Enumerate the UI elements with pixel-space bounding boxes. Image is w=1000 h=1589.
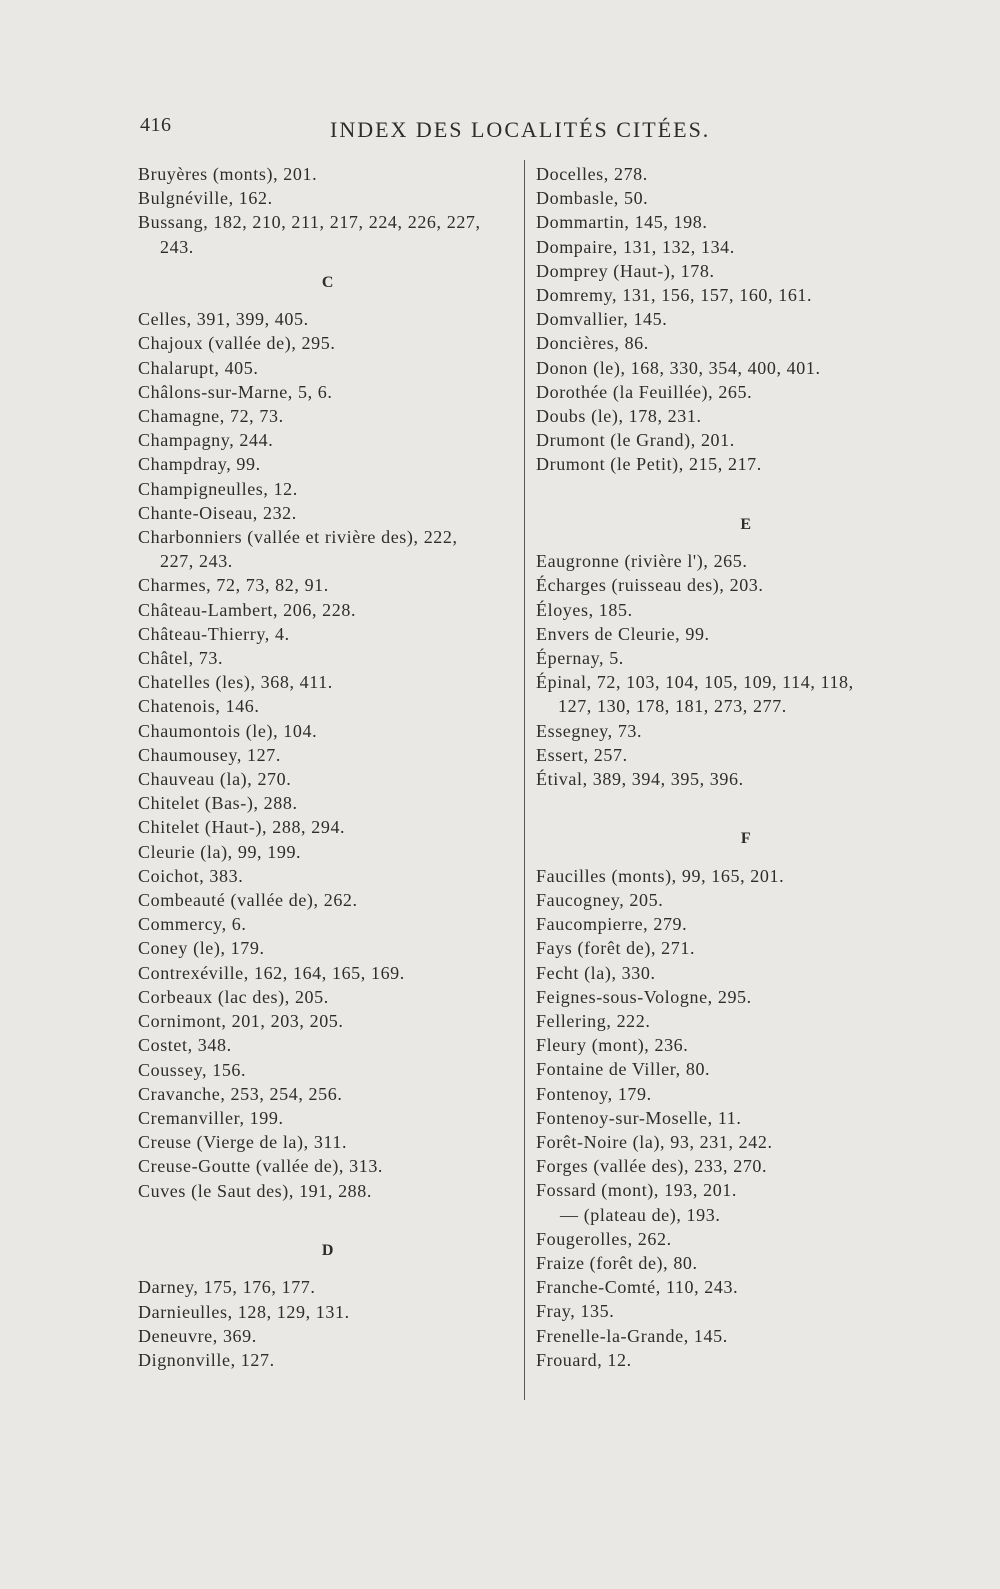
index-entry: Étival, 389, 394, 395, 396. xyxy=(536,769,744,790)
index-entry: Coussey, 156. xyxy=(138,1059,247,1080)
index-entry: Fontenoy, 179. xyxy=(536,1083,652,1104)
index-entry: Docelles, 278. xyxy=(536,164,648,184)
index-entry: Contrexéville, 162, 164, 165, 169. xyxy=(138,962,405,983)
index-entry: Drumont (le Grand), 201. xyxy=(536,430,735,451)
index-entry: Chitelet (Bas-), 288. xyxy=(138,793,298,814)
index-entry: Bulgnéville, 162. xyxy=(138,188,273,209)
index-entry: Eaugronne (rivière l'), 265. xyxy=(536,551,748,572)
index-entry: Dompaire, 131, 132, 134. xyxy=(536,236,735,257)
index-entry: Dorothée (la Feuillée), 265. xyxy=(536,381,753,402)
right-column xyxy=(536,162,956,1372)
index-entry: Essegney, 73. xyxy=(536,720,643,741)
index-entry: Chalarupt, 405. xyxy=(138,357,259,378)
index-entry: Doubs (le), 178, 231. xyxy=(536,406,702,427)
index-entry: Épinal, 72, 103, 104, 105, 109, 114, 118, xyxy=(536,672,854,693)
index-entry: Fossard (mont), 193, 201. xyxy=(536,1180,737,1201)
index-entry: Domprey (Haut-), 178. xyxy=(536,260,715,281)
index-entry-continuation: 227, 243. xyxy=(160,551,233,572)
index-entry: Donon (le), 168, 330, 354, 400, 401. xyxy=(536,357,821,378)
left-column xyxy=(138,162,518,1372)
index-entry: Cremanviller, 199. xyxy=(138,1107,284,1128)
index-entry-continuation: 243. xyxy=(160,236,194,257)
index-entry: Coichot, 383. xyxy=(138,865,244,886)
index-entry: Chajoux (vallée de), 295. xyxy=(138,333,336,354)
running-title: INDEX DES LOCALITÉS CITÉES. xyxy=(330,117,711,142)
index-entry: Chitelet (Haut-), 288, 294. xyxy=(138,817,346,838)
index-entry: Chatelles (les), 368, 411. xyxy=(138,672,333,693)
index-entry: Bussang, 182, 210, 211, 217, 224, 226, 227, xyxy=(138,212,481,233)
section-letter-c: C xyxy=(321,273,335,291)
section-letter-f: F xyxy=(740,830,752,848)
index-entry: Champdray, 99. xyxy=(138,454,261,475)
index-entry: Faucilles (monts), 99, 165, 201. xyxy=(536,865,785,886)
index-entry: Faucompierre, 279. xyxy=(536,914,688,935)
index-entry: Dombasle, 50. xyxy=(536,188,649,209)
index-entry: Champigneulles, 12. xyxy=(138,478,298,499)
index-entry: Drumont (le Petit), 215, 217. xyxy=(536,454,762,475)
index-entry: Fray, 135. xyxy=(536,1301,615,1322)
index-entry: Deneuvre, 369. xyxy=(138,1325,257,1346)
index-entry: Fontenoy-sur-Moselle, 11. xyxy=(536,1107,742,1128)
index-entry: Château-Lambert, 206, 228. xyxy=(138,599,357,620)
index-entry: Doncières, 86. xyxy=(536,333,649,354)
spacer xyxy=(138,1203,518,1227)
section-letter-e: E xyxy=(740,515,752,533)
index-entry: Celles, 391, 399, 405. xyxy=(138,309,309,330)
spacer xyxy=(536,477,956,501)
index-entry: Fays (forêt de), 271. xyxy=(536,938,696,959)
index-entry: Cravanche, 253, 254, 256. xyxy=(138,1083,343,1104)
index-entry: Charmes, 72, 73, 82, 91. xyxy=(138,575,329,596)
index-entry: Commercy, 6. xyxy=(138,914,247,935)
index-entry: Faucogney, 205. xyxy=(536,890,664,911)
index-entry-continuation: 127, 130, 178, 181, 273, 277. xyxy=(558,696,787,717)
index-entry: Bruyères (monts), 201. xyxy=(138,164,318,184)
column-divider xyxy=(524,160,525,1400)
index-entry: Chaumousey, 127. xyxy=(138,744,281,765)
index-entry: Chamagne, 72, 73. xyxy=(138,406,284,427)
index-entry: Coney (le), 179. xyxy=(138,938,265,959)
spacer xyxy=(536,791,956,815)
index-entry: Éloyes, 185. xyxy=(536,599,633,620)
index-entry: Feignes-sous-Vologne, 295. xyxy=(536,986,752,1007)
index-entry: Cuves (le Saut des), 191, 288. xyxy=(138,1180,372,1201)
index-entry: Frouard, 12. xyxy=(536,1349,632,1370)
index-entry: Forges (vallée des), 233, 270. xyxy=(536,1156,768,1177)
index-entry: Franche-Comté, 110, 243. xyxy=(536,1277,739,1298)
index-entry: Domremy, 131, 156, 157, 160, 161. xyxy=(536,285,813,306)
index-entry: Creuse (Vierge de la), 311. xyxy=(138,1132,348,1153)
index-entry: Costet, 348. xyxy=(138,1035,232,1056)
index-entry: Écharges (ruisseau des), 203. xyxy=(536,575,764,596)
index-entry: Combeauté (vallée de), 262. xyxy=(138,890,358,911)
index-entry: Fleury (mont), 236. xyxy=(536,1035,689,1056)
index-entry: Dignonville, 127. xyxy=(138,1349,275,1370)
index-entry: Darney, 175, 176, 177. xyxy=(138,1277,316,1298)
index-entry: Charbonniers (vallée et rivière des), 222, xyxy=(138,527,458,548)
index-entry: Dommartin, 145, 198. xyxy=(536,212,708,233)
index-entry: Fontaine de Viller, 80. xyxy=(536,1059,711,1080)
index-entry: Corbeaux (lac des), 205. xyxy=(138,986,329,1007)
section-letter-d: D xyxy=(321,1241,335,1259)
index-entry: Cornimont, 201, 203, 205. xyxy=(138,1011,344,1032)
index-entry: Frenelle-la-Grande, 145. xyxy=(536,1325,728,1346)
index-entry: Essert, 257. xyxy=(536,744,628,765)
index-entry: Fougerolles, 262. xyxy=(536,1228,672,1249)
index-entry: Chaumontois (le), 104. xyxy=(138,720,318,741)
page-number: 416 xyxy=(140,114,172,136)
index-entry-subentry: — (plateau de), 193. xyxy=(560,1204,721,1225)
index-entry: Champagny, 244. xyxy=(138,430,274,451)
index-entry: Chante-Oiseau, 232. xyxy=(138,502,297,523)
index-entry: Cleurie (la), 99, 199. xyxy=(138,841,302,862)
index-entry: Chauveau (la), 270. xyxy=(138,769,292,790)
index-entry: Châlons-sur-Marne, 5, 6. xyxy=(138,381,333,402)
index-entry: Château-Thierry, 4. xyxy=(138,623,290,644)
index-entry: Forêt-Noire (la), 93, 231, 242. xyxy=(536,1132,773,1153)
index-entry: Fecht (la), 330. xyxy=(536,962,656,983)
index-entry: Fraize (forêt de), 80. xyxy=(536,1253,698,1274)
index-entry: Darnieulles, 128, 129, 131. xyxy=(138,1301,350,1322)
index-entry: Épernay, 5. xyxy=(536,648,624,669)
index-entry: Creuse-Goutte (vallée de), 313. xyxy=(138,1156,384,1177)
index-entry: Châtel, 73. xyxy=(138,648,224,669)
index-entry: Chatenois, 146. xyxy=(138,696,260,717)
index-entry: Envers de Cleurie, 99. xyxy=(536,623,710,644)
index-entry: Domvallier, 145. xyxy=(536,309,668,330)
index-entry: Fellering, 222. xyxy=(536,1011,651,1032)
